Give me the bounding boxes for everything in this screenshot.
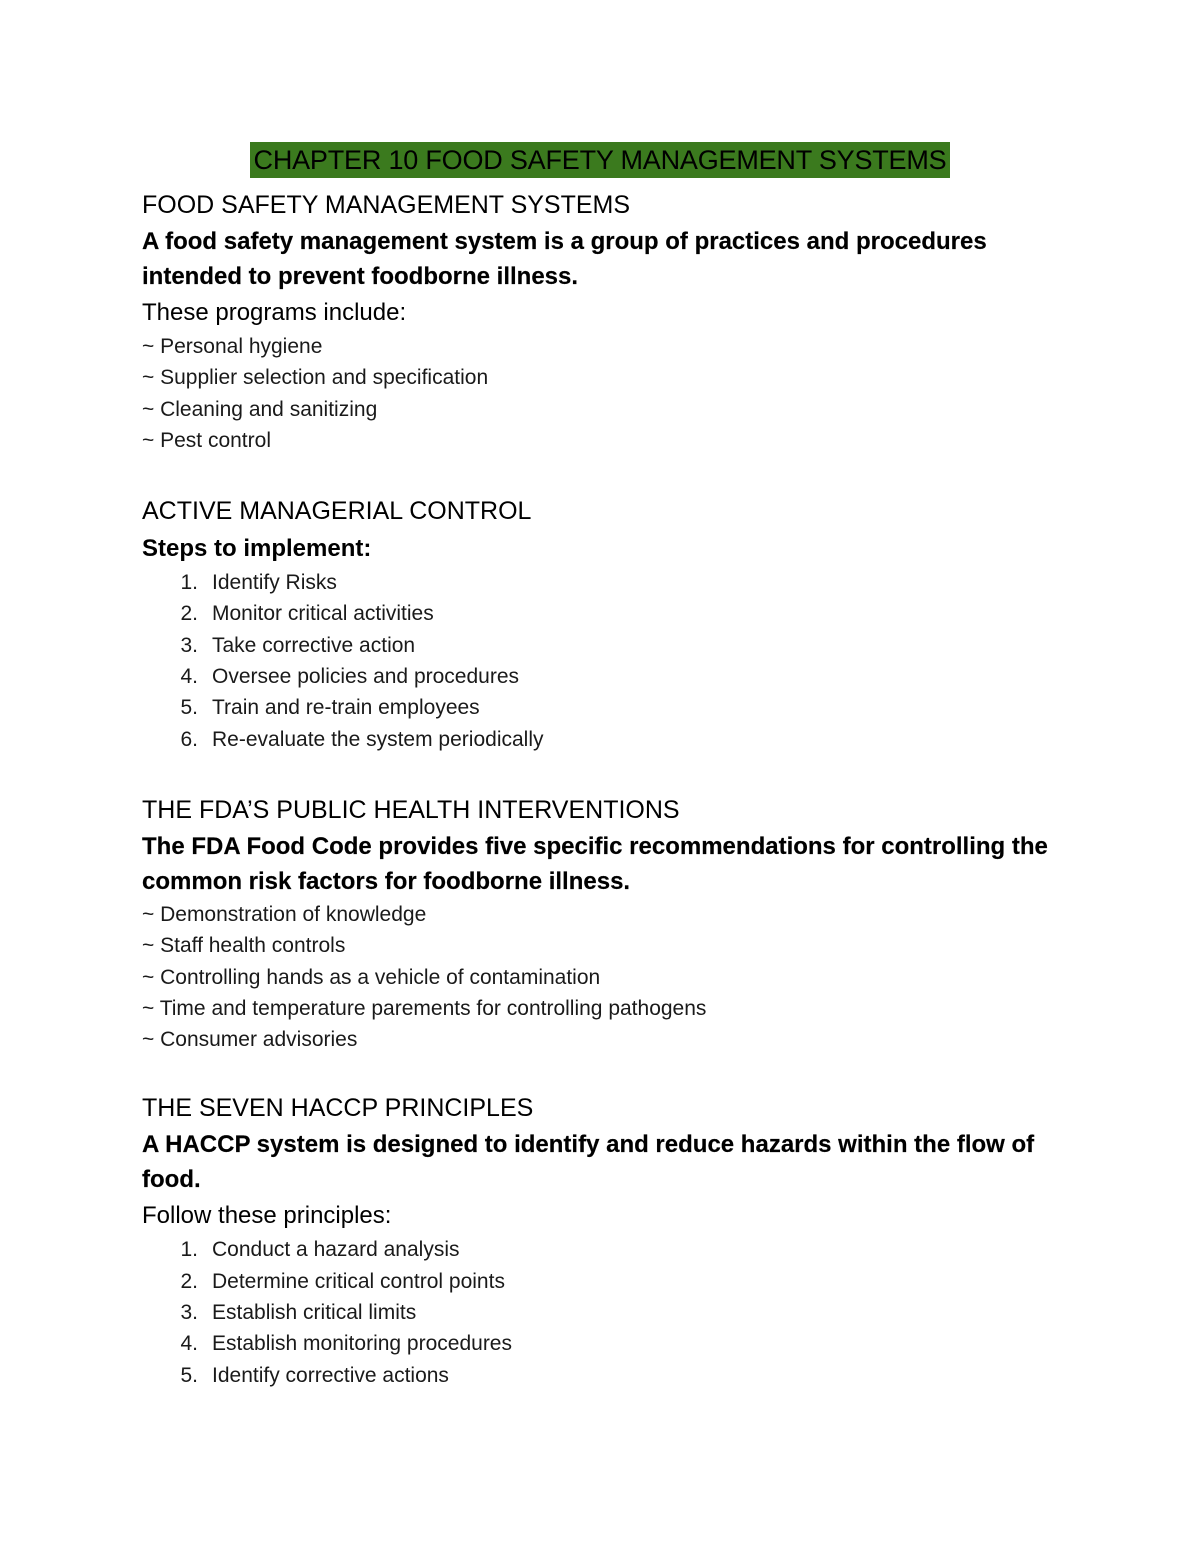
steps-list xyxy=(142,567,1072,755)
list-number: 2. xyxy=(180,1269,198,1293)
section-description: The FDA Food Code provides five specific recommendations for controlling the common risk factors for foodborne illness. xyxy=(142,832,1048,895)
section-heading: ACTIVE MANAGERIAL CONTROL xyxy=(142,497,532,526)
list-text: Identify corrective actions xyxy=(212,1363,449,1387)
list-text: Monitor critical activities xyxy=(212,602,434,626)
list-text: Oversee policies and procedures xyxy=(212,665,520,689)
section-spacer xyxy=(142,755,1072,791)
section-description: A food safety management system is a group of practices and procedures intended to prevent foodborne illness. xyxy=(142,228,987,290)
list-item: ~ Personal hygiene xyxy=(142,335,323,358)
list-item: ~ Time and temperature parements for controlling pathogens xyxy=(142,996,707,1020)
list-item xyxy=(142,1328,1072,1359)
section-spacer xyxy=(142,456,1072,492)
principles-list xyxy=(142,1234,1072,1390)
chapter-title-row xyxy=(0,142,1200,178)
list-number: 1. xyxy=(180,1238,198,1262)
section-heading: FOOD SAFETY MANAGEMENT SYSTEMS xyxy=(142,191,631,219)
list-number: 4. xyxy=(180,1332,198,1356)
list-item xyxy=(142,1234,1072,1265)
list-number: 2. xyxy=(180,602,198,626)
section-active-managerial-control xyxy=(142,492,1072,755)
section-subheading: Follow these principles: xyxy=(142,1202,392,1230)
list-item: ~ Consumer advisories xyxy=(142,1028,358,1052)
list-number: 3. xyxy=(180,1301,198,1325)
list-item xyxy=(142,1266,1072,1297)
list-item: ~ Demonstration of knowledge xyxy=(142,902,427,926)
interventions-list xyxy=(142,899,1072,1055)
section-heading: THE SEVEN HACCP PRINCIPLES xyxy=(142,1094,534,1123)
list-item xyxy=(142,567,1072,598)
list-item xyxy=(142,692,1072,723)
section-description: A HACCP system is designed to identify and reduce hazards within the flow of food. xyxy=(142,1131,1035,1194)
list-item xyxy=(142,724,1072,755)
list-item: ~ Staff health controls xyxy=(142,934,346,958)
list-number: 3. xyxy=(180,633,198,657)
list-number: 4. xyxy=(180,665,198,689)
list-item xyxy=(142,661,1072,692)
section-heading: THE FDA’S PUBLIC HEALTH INTERVENTIONS xyxy=(142,795,680,824)
list-item xyxy=(142,1360,1072,1391)
list-text: Re-evaluate the system periodically xyxy=(212,727,544,751)
section-subheading: These programs include: xyxy=(142,299,407,326)
list-item: ~ Supplier selection and specification xyxy=(142,366,489,390)
list-text: Take corrective action xyxy=(212,633,416,657)
list-number: 5. xyxy=(180,1363,198,1387)
list-number: 6. xyxy=(180,727,198,751)
list-item: ~ Controlling hands as a vehicle of contamination xyxy=(142,965,601,989)
section-subheading: Steps to implement: xyxy=(142,535,372,563)
list-text: Determine critical control points xyxy=(212,1269,505,1293)
list-text: Establish monitoring procedures xyxy=(212,1332,512,1356)
list-text: Conduct a hazard analysis xyxy=(212,1238,460,1262)
list-item xyxy=(142,630,1072,661)
list-number: 5. xyxy=(180,696,198,720)
list-item: ~ Pest control xyxy=(142,428,271,452)
list-item: ~ Cleaning and sanitizing xyxy=(142,397,378,421)
programs-list xyxy=(142,331,1072,456)
section-seven-haccp-principles xyxy=(142,1089,1072,1390)
list-text: Train and re-train employees xyxy=(212,696,480,720)
list-item xyxy=(142,1297,1072,1328)
list-item xyxy=(142,598,1072,629)
section-food-safety-management-systems xyxy=(142,186,1072,456)
section-fda-public-health-interventions xyxy=(142,791,1072,1055)
list-number: 1. xyxy=(180,571,198,595)
list-text: Establish critical limits xyxy=(212,1301,417,1325)
document-body xyxy=(142,186,1072,1391)
section-spacer xyxy=(142,1055,1072,1089)
list-text: Identify Risks xyxy=(212,571,337,595)
chapter-title: CHAPTER 10 FOOD SAFETY MANAGEMENT SYSTEMS xyxy=(250,142,951,178)
